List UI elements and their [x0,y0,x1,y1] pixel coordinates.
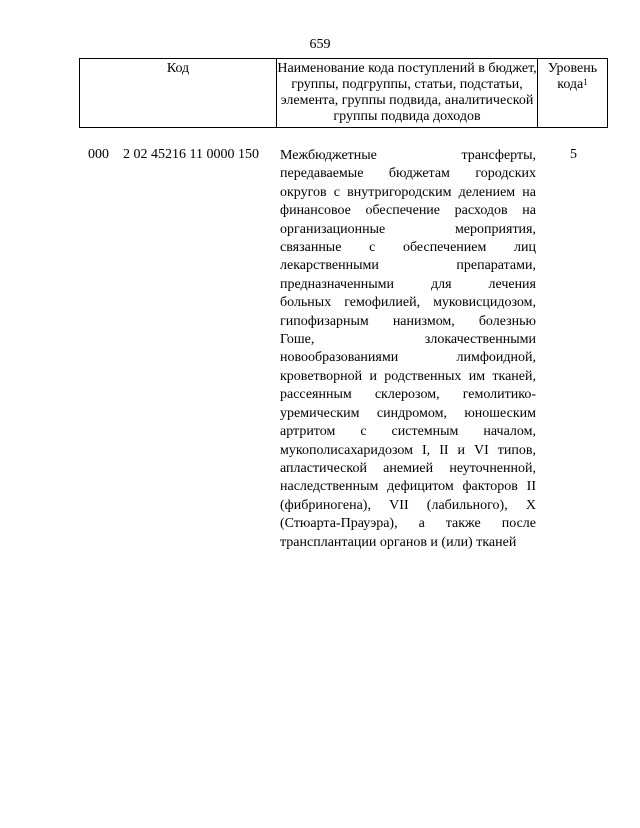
page-number: 659 [309,37,331,52]
name-line: наследственным дефицитом факторов II [280,479,536,495]
header-name-cell [277,59,538,127]
name-line: уремическим синдромом, юношеским [280,405,536,421]
table-header [79,58,608,128]
level-cell: 5 [570,147,577,162]
name-line: (Стюарта-Прауэра), а также после [280,516,536,532]
name-line: Гоше, злокачественными [280,332,536,348]
name-line: связанные с обеспечением лиц [280,240,536,256]
name-line: предназначенными для лечения [280,276,536,292]
name-line: (фибриногена), VII (лабильного), X [280,497,536,513]
admin-code-cell: 000 [88,147,109,162]
name-line: Межбюджетные трансферты, [280,148,536,163]
name-line: новообразованиями лимфоидной, [280,350,536,366]
header-code-cell [80,59,277,127]
name-line: кроветворной и родственных им тканей, [280,368,536,384]
revenue-code-cell: 2 02 45216 11 0000 150 [123,147,259,162]
footnote-marker: 1 [583,77,588,87]
name-line: мукополисахаридозом I, II и VI типов, [280,442,536,458]
name-line: лекарственными препаратами, [280,258,536,274]
name-line: округов с внутригородским делением на [280,184,536,200]
name-line: организационные мероприятия, [280,221,536,237]
name-line: гипофизарным нанизмом, болезнью [280,313,536,329]
name-line: трансплантации органов и (или) тканей [280,534,517,550]
revenue-name-cell [280,147,536,552]
name-line: финансовое обеспечение расходов на [280,203,536,219]
name-line: передаваемые бюджетам городских [280,166,536,182]
name-line: артритом с системным началом, [280,424,536,440]
name-line: апластической анемией неуточненной, [280,460,536,476]
header-level-cell [538,59,607,127]
name-line: рассеянным склерозом, гемолитико- [280,387,536,403]
header-name-label: Наименование кода поступлений в бюджет, группы, подгруппы, статьи, подстатьи, элемента, группы подвида, аналитической группы подвида доходов [277,61,537,124]
header-level-label: Уровень кода [547,61,598,92]
name-line: больных гемофилией, муковисцидозом, [280,295,536,311]
header-code-label: Код [166,61,190,76]
